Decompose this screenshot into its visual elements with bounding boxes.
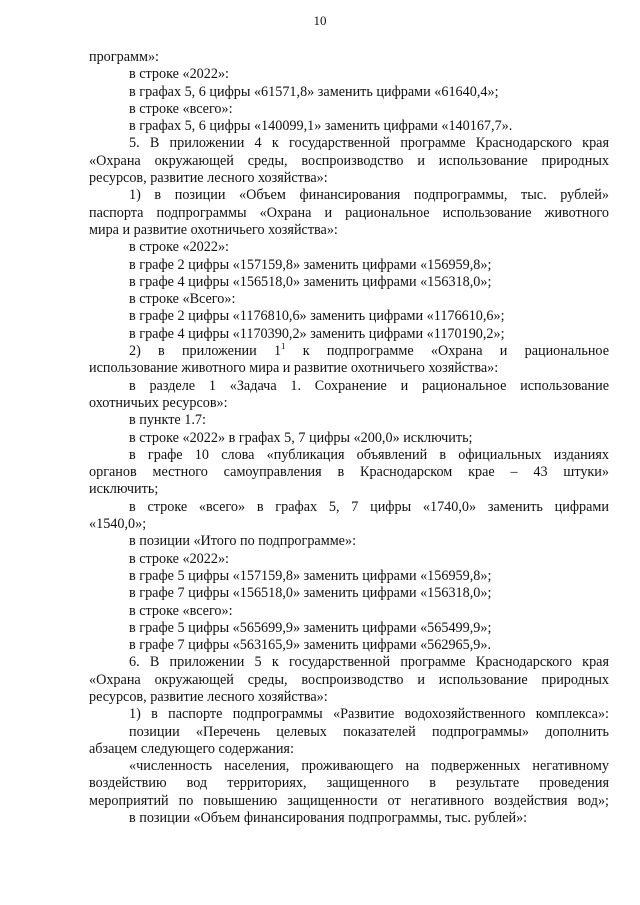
text-line: абзацем следующего содержания: — [89, 740, 294, 757]
superscript: 1 — [281, 343, 286, 352]
text-line: в позиции «Итого по подпрограмме»: — [129, 533, 357, 550]
text-line: в графе 7 цифры «563165,9» заменить цифрами «562965,9». — [129, 637, 492, 654]
text-line: охотничьих ресурсов»: — [89, 394, 228, 411]
text-line: в графе 4 цифры «1170390,2» заменить цифрами «1170190,2»; — [129, 325, 505, 342]
text-line: в строке «всего» в графах 5, 7 цифры «1740,0» заменить цифрами — [129, 498, 609, 515]
text-line: позиции «Перечень целевых показателей подпрограммы» дополнить — [129, 723, 609, 740]
text-line: в графе 2 цифры «1176810,6» заменить цифрами «1176610,6»; — [129, 308, 505, 325]
text-line: в строке «2022»: — [129, 239, 229, 256]
text-line: в позиции «Объем финансирования подпрограммы, тыс. рублей»: — [129, 810, 528, 827]
text-line: использование животного мира и развитие охотничьего хозяйства»: — [89, 360, 499, 377]
text-line: 1) в паспорте подпрограммы «Развитие водохозяйственного комплекса»: — [129, 706, 609, 723]
text-line: в графе 2 цифры «157159,8» заменить цифрами «156959,8»; — [129, 256, 492, 273]
text-line: «Охрана окружающей среды, воспроизводство и использование природных — [89, 671, 609, 688]
text-line: органов местного самоуправления в Краснодарском крае – 43 штуки» — [89, 464, 609, 481]
text-line: в строке «всего»: — [129, 100, 233, 117]
text-line: в строке «всего»: — [129, 602, 233, 619]
text-line: ресурсов, развитие лесного хозяйства»: — [89, 170, 328, 187]
text-line: в графе 4 цифры «156518,0» заменить цифрами «156318,0»; — [129, 273, 492, 290]
text-line: «Охрана окружающей среды, воспроизводство и использование природных — [89, 152, 609, 169]
text-line: в графе 5 цифры «565699,9» заменить цифрами «565499,9»; — [129, 619, 492, 636]
text-line: в графе 10 слова «публикация объявлений в официальных изданиях — [129, 446, 609, 463]
text-line: в графах 5, 6 цифры «140099,1» заменить цифрами «140167,7». — [129, 118, 513, 135]
text-line: ресурсов, развитие лесного хозяйства»: — [89, 688, 328, 705]
text-line: в строке «Всего»: — [129, 291, 236, 308]
text-line: в графах 5, 6 цифры «61571,8» заменить цифрами «61640,4»; — [129, 83, 499, 100]
text-line: в графе 5 цифры «157159,8» заменить цифрами «156959,8»; — [129, 567, 492, 584]
text-line: 1) в позиции «Объем финансирования подпрограммы, тыс. рублей» — [129, 187, 609, 204]
text-line: в пункте 1.7: — [129, 412, 206, 429]
text-line: паспорта подпрограммы «Охрана и рациональное использование животного — [89, 204, 609, 221]
text-line: «численность населения, проживающего на подверженных негативному — [129, 758, 609, 775]
text-line: в строке «2022»: — [129, 550, 229, 567]
text-line: «1540,0»; — [89, 516, 147, 533]
text-line: мира и развитие охотничьего хозяйства»: — [89, 221, 338, 238]
document-body — [89, 49, 609, 827]
text-line: мероприятий по повышению защищенности от негативного воздействия вод»; — [89, 792, 609, 809]
text-line: программ»: — [89, 49, 159, 65]
text-line: в строке «2022» в графах 5, 7 цифры «200,0» исключить; — [129, 429, 473, 446]
text-line: воздействию вод территориях, защищенного в результате проведения — [89, 775, 609, 792]
text-line: 6. В приложении 5 к государственной программе Краснодарского края — [129, 654, 609, 671]
text-fragment: 2) в приложении 1 — [129, 343, 282, 360]
page-number: 10 — [313, 13, 327, 28]
text-line: в разделе 1 «Задача 1. Сохранение и рациональное использование — [129, 377, 609, 394]
text-line: 5. В приложении 4 к государственной программе Краснодарского края — [129, 135, 609, 152]
text-line — [89, 343, 609, 360]
text-line: в графе 7 цифры «156518,0» заменить цифрами «156318,0»; — [129, 585, 492, 602]
text-line: исключить; — [89, 481, 159, 498]
text-fragment: к подпрограмме «Охрана и рациональное — [285, 343, 609, 360]
text-line: в строке «2022»: — [129, 66, 229, 83]
